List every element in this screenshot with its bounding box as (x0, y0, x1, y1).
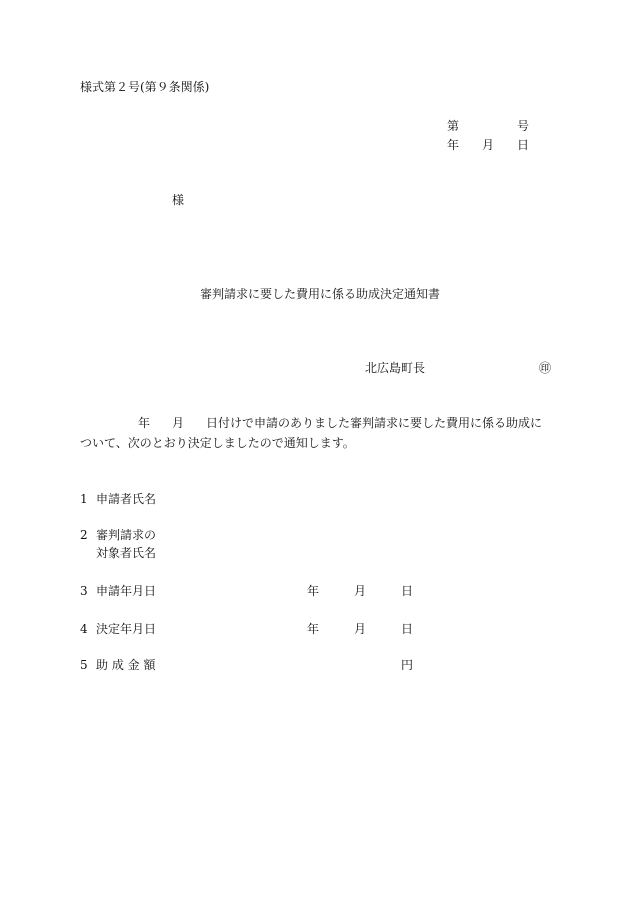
item-label-grant-amount: 助 成 金 額 (96, 658, 156, 672)
item-number: 4 (80, 622, 88, 636)
item-label-subject-line2: 対象者氏名 (96, 546, 157, 560)
decision-date-month: 月 (354, 622, 367, 636)
application-date-year: 年 (307, 584, 320, 598)
document-number-suffix: 号 (517, 119, 530, 133)
document-date-month: 月 (482, 138, 495, 152)
decision-date-year: 年 (307, 622, 320, 636)
item-label-applicant-name: 申請者氏名 (96, 492, 157, 506)
document-date-day: 日 (517, 138, 530, 152)
decision-date-day: 日 (401, 622, 414, 636)
form-number: 様式第２号(第９条関係) (80, 80, 210, 94)
item-label-decision-date: 決定年月日 (96, 622, 157, 636)
document-title: 審判請求に要した費用に係る助成決定通知書 (200, 287, 441, 301)
item-number: 2 (80, 528, 88, 542)
seal-mark: ㊞ (539, 361, 552, 375)
body-paragraph (80, 413, 552, 453)
grant-amount-unit: 円 (401, 658, 414, 672)
application-date-month: 月 (354, 584, 367, 598)
application-date-day: 日 (401, 584, 414, 598)
document-date-year: 年 (447, 138, 460, 152)
item-label-application-date: 申請年月日 (96, 584, 157, 598)
body-year: 年 (138, 416, 151, 430)
recipient-honorific: 様 (172, 193, 185, 207)
item-label-subject-line1: 審判請求の (96, 528, 157, 542)
item-number: 1 (80, 492, 88, 506)
item-number: 3 (80, 584, 88, 598)
issuer-name: 北広島町長 (365, 361, 426, 375)
document-number-label: 第 (447, 119, 460, 133)
item-number: 5 (80, 658, 88, 672)
body-text: 日付けで申請のありました審判請求に要した費用に係る助成について、次のとおり決定しましたので通知します。 (80, 416, 543, 450)
body-month: 月 (172, 416, 185, 430)
